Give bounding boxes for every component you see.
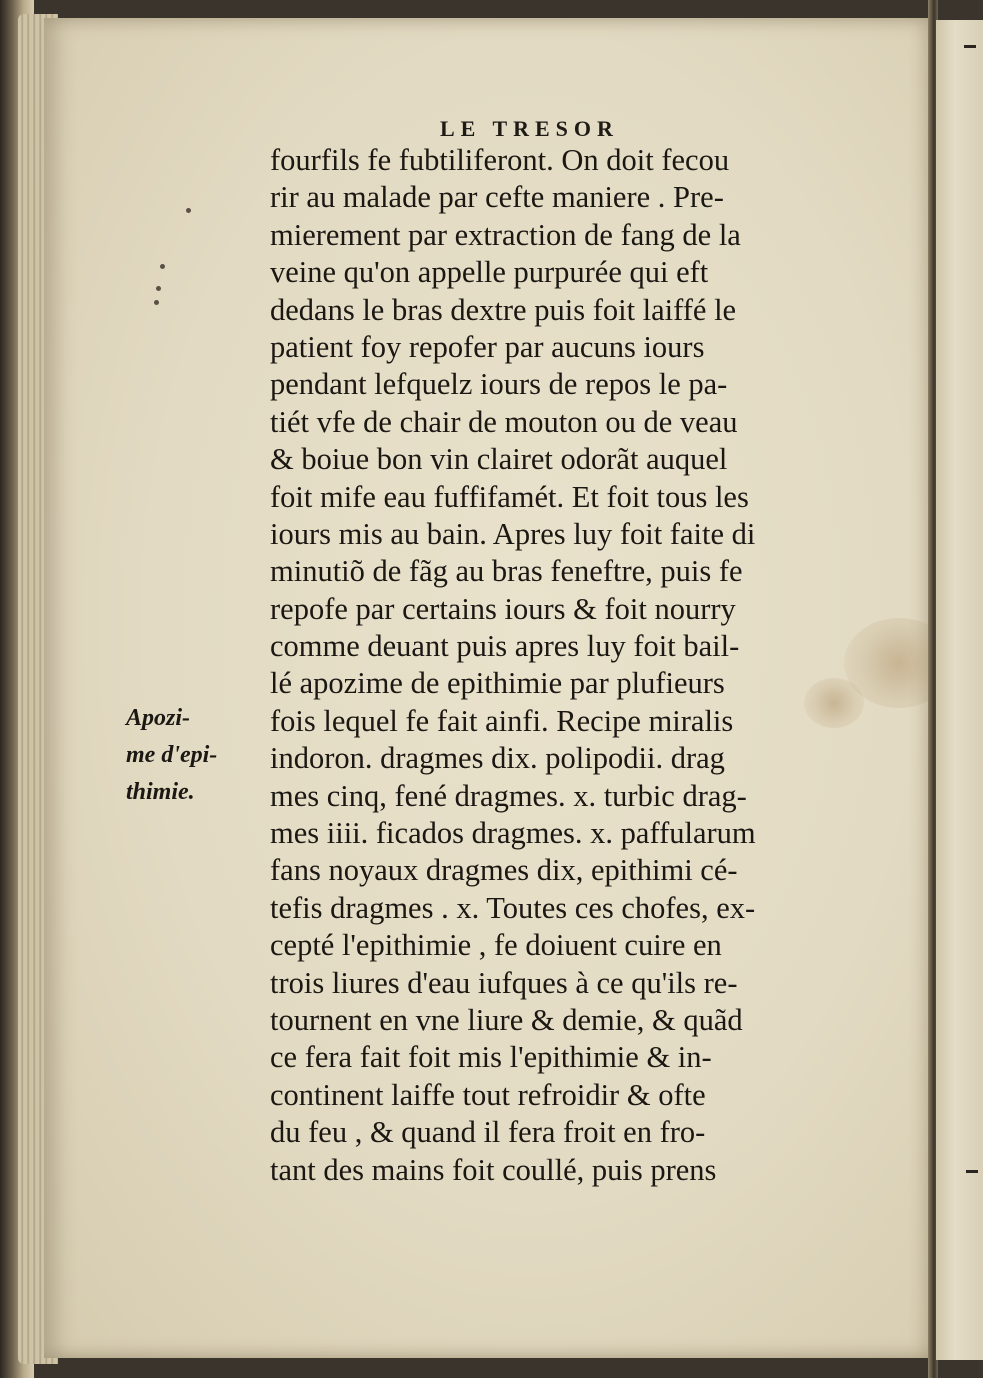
text-line: continent laiffe tout refroidir & ofte (270, 1077, 706, 1112)
ink-speck (156, 286, 161, 291)
body-text (270, 142, 870, 1189)
text-line: rir au malade par cefte maniere . Pre- (270, 180, 724, 215)
text-line: repofe par certains iours & foit nourry (270, 591, 736, 626)
text-line: tant des mains foit coullé, puis prens (270, 1152, 717, 1187)
text-line: cepté l'epithimie , fe doiuent cuire en (270, 928, 722, 963)
text-line: indoron. dragmes dix. polipodii. drag (270, 741, 725, 776)
text-line: veine qu'on appelle purpurée qui eft (270, 255, 709, 290)
margin-note-line: Apozi- (126, 705, 191, 731)
text-line: tefis dragmes . x. Toutes ces chofes, ex- (270, 890, 756, 925)
ink-speck (154, 300, 159, 305)
facing-page-mark (964, 45, 976, 48)
text-line: fourfils fe fubtiliferont. On doit fecou (270, 143, 730, 177)
text-line: mes cinq, fené dragmes. x. turbic drag- (270, 778, 747, 813)
margin-note-line: me d'epi- (126, 742, 218, 768)
text-line: ce fera fait foit mis l'epithimie & in- (270, 1040, 712, 1075)
margin-note-line: thimie. (126, 779, 195, 805)
text-line: fois lequel fe fait ainfi. Recipe miralis (270, 703, 734, 738)
text-line: mierement par extraction de fang de la (270, 217, 741, 252)
text-line: du feu , & quand il fera froit en fro- (270, 1115, 706, 1150)
text-line: lé apozime de epithimie par plufieurs (270, 666, 725, 701)
text-line: & boiue bon vin clairet odorãt auquel (270, 442, 728, 477)
text-line: mes iiii. ficados dragmes. x. paffularum (270, 816, 756, 851)
text-line: foit mife eau fuffifamét. Et foit tous les (270, 479, 749, 514)
text-line: comme deuant puis apres luy foit bail- (270, 629, 740, 664)
facing-page-mark (966, 1170, 978, 1173)
ink-speck (160, 264, 165, 269)
text-line: fans noyaux dragmes dix, epithimi cé- (270, 853, 738, 888)
text-line: tournent en vne liure & demie, & quãd (270, 1002, 743, 1037)
text-line: trois liures d'eau iufques à ce qu'ils re- (270, 965, 738, 1000)
facing-page-edge (936, 20, 983, 1360)
margin-note (126, 700, 217, 811)
text-line: pendant lefquelz iours de repos le pa- (270, 367, 728, 402)
running-head: LE TRESOR (440, 116, 619, 141)
text-line: iours mis au bain. Apres luy foit faite di (270, 516, 756, 551)
text-line: minutiõ de fãg au bras feneftre, puis fe (270, 554, 743, 589)
text-line: dedans le bras dextre puis foit laiffé le (270, 292, 737, 327)
text-line: patient foy repofer par aucuns iours (270, 329, 705, 364)
text-line: tiét vfe de chair de mouton ou de veau (270, 404, 738, 439)
ink-speck (186, 208, 191, 213)
